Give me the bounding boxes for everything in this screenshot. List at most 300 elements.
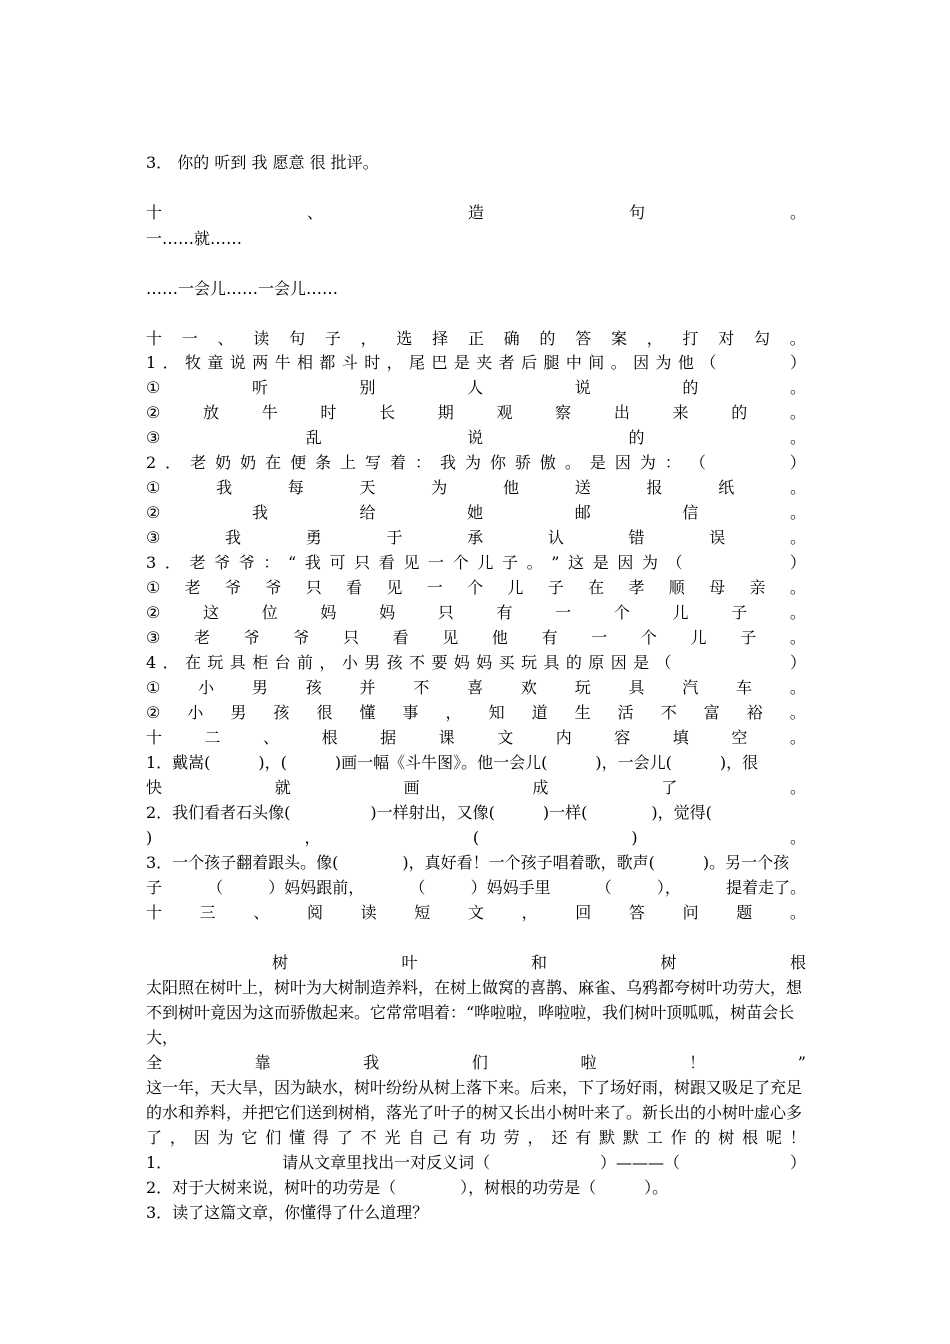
- text-token: 别: [359, 378, 376, 397]
- text-char: [745, 350, 761, 375]
- text-token: 一: [181, 329, 198, 348]
- text-token: 送: [574, 478, 591, 497]
- text-token: 信: [682, 503, 699, 522]
- text-token: 。: [789, 703, 806, 722]
- text-char: 台: [274, 653, 291, 672]
- s11-q3-option-3: [146, 625, 806, 650]
- text-char: 了: [146, 1128, 163, 1147]
- text-char: ．: [165, 453, 182, 472]
- text-token: ！: [689, 1053, 706, 1072]
- text-token: 玩: [574, 678, 591, 697]
- text-char: 尾: [409, 353, 426, 372]
- text-token: 勇: [305, 528, 322, 547]
- text-char: 男: [364, 653, 381, 672]
- text-char: ．: [164, 553, 181, 572]
- text-char: 在: [184, 653, 201, 672]
- text-char: 子: [501, 553, 518, 572]
- text-char: 买: [498, 653, 515, 672]
- text-token: 个: [467, 578, 484, 597]
- text-token: 认: [547, 528, 564, 547]
- text-token: 。: [789, 478, 806, 497]
- text-token: 喜: [467, 678, 484, 697]
- text-char: 为: [655, 353, 672, 372]
- text-token: 来: [672, 403, 689, 422]
- s11-q1-option-2: [146, 400, 806, 425]
- text-char: ：: [263, 553, 280, 572]
- text-char: 呢: [765, 1128, 782, 1147]
- text-char: 牛: [274, 353, 291, 372]
- text-char: 见: [403, 553, 420, 572]
- text-token: 不: [413, 678, 430, 697]
- text-char: [716, 550, 732, 575]
- text-token: 时: [320, 403, 337, 422]
- text-char: 爷: [214, 553, 231, 572]
- text-token: 。: [789, 378, 806, 397]
- text-token: 汽: [682, 678, 699, 697]
- text-char: 要: [431, 653, 448, 672]
- text-char: 是: [633, 653, 650, 672]
- text-token: 儿: [672, 603, 689, 622]
- text-char: 1: [146, 353, 157, 372]
- text-token: 根: [789, 953, 806, 972]
- text-char: 。: [526, 553, 543, 572]
- text-char: 童: [207, 353, 224, 372]
- text-token: 道: [531, 703, 548, 722]
- text-token: 知: [488, 703, 505, 722]
- text-char: 牧: [184, 353, 201, 372]
- text-token: 确: [503, 329, 520, 348]
- text-token: 长: [379, 403, 396, 422]
- text-token: 。: [789, 403, 806, 422]
- text-token: 阅: [306, 903, 323, 922]
- text-token: 靠: [254, 1053, 271, 1072]
- text-token: 每: [287, 478, 304, 497]
- text-token: 在: [588, 578, 605, 597]
- text-char: 树: [718, 1128, 735, 1147]
- text-token: 报: [646, 478, 663, 497]
- text-char: 们: [265, 1128, 282, 1147]
- s13-q2: 2．对于大树来说，树叶的功劳是（ ），树根的功劳是（ ）。: [146, 1178, 669, 1197]
- text-char: ）: [789, 453, 806, 472]
- passage-paragraph-1-end: [146, 1050, 806, 1075]
- text-token: 叶: [401, 953, 418, 972]
- text-token: 孩: [273, 703, 290, 722]
- text-char: ，: [319, 653, 336, 672]
- s13-q3: 3．读了这篇文章，你懂得了什么道理？: [146, 1203, 429, 1222]
- text-char: 因: [610, 653, 627, 672]
- text-token: 给: [359, 503, 376, 522]
- text-token: （: [595, 878, 612, 897]
- text-char: （: [689, 453, 706, 472]
- text-token: 。: [789, 528, 806, 547]
- text-char: [715, 450, 731, 475]
- text-token: 十: [146, 728, 163, 747]
- text-char: 的: [565, 653, 582, 672]
- s12-q2-line-2: [146, 825, 806, 850]
- text-char: 后: [521, 353, 538, 372]
- text-char: 个: [452, 553, 469, 572]
- text-token: 说: [574, 378, 591, 397]
- text-char: 工: [646, 1128, 663, 1147]
- text-char: ）: [789, 553, 806, 572]
- text-char: 上: [340, 453, 357, 472]
- text-token: 内: [555, 728, 572, 747]
- text-token: （: [207, 878, 224, 897]
- text-token: 十: [146, 329, 163, 348]
- text-char: ：: [664, 453, 681, 472]
- text-token: 男: [251, 678, 268, 697]
- text-char: [768, 650, 784, 675]
- s13-q1: [146, 1150, 806, 1175]
- text-token: 很: [316, 703, 333, 722]
- text-token: 懂: [359, 703, 376, 722]
- text-token: 。: [789, 778, 806, 797]
- text-token: 子: [547, 578, 564, 597]
- text-token: 1．: [146, 1153, 173, 1172]
- text-token: 答: [628, 903, 645, 922]
- text-token: 人: [467, 378, 484, 397]
- text-token: 孩: [305, 678, 322, 697]
- text-token: 爷: [265, 578, 282, 597]
- text-token: 一: [426, 578, 443, 597]
- text-char: 说: [229, 353, 246, 372]
- text-token: 填: [672, 728, 689, 747]
- text-char: “: [288, 553, 297, 572]
- section-10-heading: [146, 200, 806, 225]
- text-char: （: [655, 653, 672, 672]
- text-token: 题: [736, 903, 753, 922]
- s11-q2-option-3: [146, 525, 806, 550]
- text-char: 自: [408, 1128, 425, 1147]
- text-char: 只: [354, 553, 371, 572]
- text-token: 就: [274, 778, 291, 797]
- text-char: 。: [564, 453, 581, 472]
- text-char: 间: [588, 353, 605, 372]
- text-token: 的: [539, 329, 556, 348]
- text-token: 期: [437, 403, 454, 422]
- text-char: ”: [551, 553, 560, 572]
- text-token: 。: [789, 329, 806, 348]
- text-token: 看: [346, 578, 363, 597]
- text-char: [768, 350, 784, 375]
- text-token: 他: [503, 478, 520, 497]
- s11-q1: [146, 350, 806, 375]
- text-token: 儿: [507, 578, 524, 597]
- text-token: (: [472, 828, 480, 847]
- text-char: 为: [464, 453, 481, 472]
- text-token: 出: [613, 403, 630, 422]
- text-token: 为: [431, 478, 448, 497]
- text-token: 子: [324, 329, 341, 348]
- text-char: 傲: [539, 453, 556, 472]
- passage-paragraph-2: 这一年，天大旱，因为缺水，树叶纷纷从树上落下来。后来，下了场好雨，树跟又吸足了充足的水和养料，并把它们送到树梢，落光了叶子的树又长出小树叶来了。新长出的小树叶虚心多: [146, 1078, 803, 1122]
- text-token: 了: [661, 778, 678, 797]
- text-token: 、: [217, 329, 234, 348]
- text-token: 亲: [749, 578, 766, 597]
- text-token: 文: [467, 903, 484, 922]
- text-token: 只: [342, 628, 359, 647]
- text-token: ①: [146, 578, 161, 597]
- text-token: 天: [359, 478, 376, 497]
- text-char: 相: [297, 353, 314, 372]
- text-char: 他: [677, 353, 694, 372]
- text-token: 正: [467, 329, 484, 348]
- text-token: 纸: [718, 478, 735, 497]
- text-char: 功: [479, 1128, 496, 1147]
- text-token: 爷: [225, 578, 242, 597]
- passage-paragraph-1: 太阳照在树叶上，树叶为大树制造养料，在树上做窝的喜鹊、麻雀、乌鸦都夸树叶功劳大，想不到树叶竟因为这而骄傲起来。它常常唱着：“哗啦啦，哗啦啦，我们树叶顶呱呱，树苗会长大，: [146, 978, 803, 1047]
- text-token: ): [146, 828, 153, 847]
- text-token: 。: [789, 203, 806, 222]
- s11-q4-option-1: [146, 675, 806, 700]
- text-char: 小: [341, 653, 358, 672]
- s11-q2-option-2: [146, 500, 806, 525]
- text-token: 文: [497, 728, 514, 747]
- text-char: 为: [217, 1128, 234, 1147]
- text-char: 为: [641, 553, 658, 572]
- text-char: 还: [551, 1128, 568, 1147]
- text-char: （: [700, 353, 717, 372]
- text-char: [765, 450, 781, 475]
- text-char: （: [666, 553, 683, 572]
- text-char: ，: [386, 353, 403, 372]
- text-token: 顺: [668, 578, 685, 597]
- text-char: 两: [252, 353, 269, 372]
- text-token: 空: [731, 728, 748, 747]
- text-token: 察: [555, 403, 572, 422]
- text-token: 老: [184, 578, 201, 597]
- s11-q1-option-1: [146, 375, 806, 400]
- text-char: ，: [527, 1128, 544, 1147]
- text-token: 邮: [574, 503, 591, 522]
- text-token: 的: [731, 403, 748, 422]
- passage-title: [272, 950, 806, 975]
- text-token: 二: [204, 728, 221, 747]
- text-token: 爷: [243, 628, 260, 647]
- text-char: 看: [378, 553, 395, 572]
- text-char: ！: [789, 1128, 806, 1147]
- text-char: ．: [162, 353, 179, 372]
- text-char: 2: [146, 453, 157, 472]
- text-char: 因: [633, 353, 650, 372]
- text-token: 成: [532, 778, 549, 797]
- text-char: [740, 450, 756, 475]
- text-char: 有: [575, 1128, 592, 1147]
- text-char: ）: [789, 353, 806, 372]
- text-token: 我: [363, 1053, 380, 1072]
- text-token: ，: [445, 703, 462, 722]
- text-token: 裕: [746, 703, 763, 722]
- text-token: 提着走了。: [725, 878, 806, 897]
- text-token: 看: [392, 628, 409, 647]
- text-char: 默: [599, 1128, 616, 1147]
- text-token: ”: [797, 1053, 806, 1072]
- text-char: 是: [453, 353, 470, 372]
- text-token: 和: [530, 953, 547, 972]
- text-char: 条: [315, 453, 332, 472]
- text-char: ）: [789, 653, 806, 672]
- text-token: 的: [682, 378, 699, 397]
- text-char: 可: [329, 553, 346, 572]
- text-char: 斗: [341, 353, 358, 372]
- text-char: ．: [162, 653, 179, 672]
- text-char: 玩: [521, 653, 538, 672]
- text-char: 写: [365, 453, 382, 472]
- text-char: 具: [543, 653, 560, 672]
- section-11-heading: [146, 326, 806, 351]
- text-token: 于: [386, 528, 403, 547]
- text-token: 承: [467, 528, 484, 547]
- text-token: 十: [146, 203, 163, 222]
- text-char: 光: [384, 1128, 401, 1147]
- text-token: 。: [789, 728, 806, 747]
- text-token: 放: [203, 403, 220, 422]
- text-token: 、: [306, 203, 323, 222]
- text-char: 了: [336, 1128, 353, 1147]
- text-char: 有: [455, 1128, 472, 1147]
- text-char: 时: [364, 353, 381, 372]
- text-token: 妈: [379, 603, 396, 622]
- text-token: 他: [491, 628, 508, 647]
- text-token: （: [409, 878, 426, 897]
- text-token: 容: [614, 728, 631, 747]
- text-char: 中: [565, 353, 582, 372]
- text-char: ：: [415, 453, 432, 472]
- s10-sentence-1: 一……就……: [146, 229, 243, 248]
- text-token: 、: [263, 728, 280, 747]
- s11-q3: [146, 550, 806, 575]
- text-token: 错: [628, 528, 645, 547]
- text-token: 男: [230, 703, 247, 722]
- s12-q1-line-1: 1．戴嵩( )，( )画一幅《斗牛图》。他一会儿( )，一会儿( )，很: [146, 753, 759, 772]
- text-char: 这: [568, 553, 585, 572]
- text-token: 案: [610, 329, 627, 348]
- s11-q3-option-1: [146, 575, 806, 600]
- text-token: ，: [646, 329, 663, 348]
- text-token: 牛: [261, 403, 278, 422]
- text-token: 。: [789, 603, 806, 622]
- text-char: 便: [290, 453, 307, 472]
- text-token: 造: [467, 203, 484, 222]
- text-char: 因: [614, 453, 631, 472]
- text-token: ②: [146, 503, 161, 522]
- text-token: 快: [146, 778, 163, 797]
- text-char: 妈: [476, 653, 493, 672]
- text-char: 巴: [431, 353, 448, 372]
- text-token: 。: [789, 828, 806, 847]
- text-token: ），: [656, 878, 681, 897]
- text-token: 句: [289, 329, 306, 348]
- text-char: 柜: [252, 653, 269, 672]
- text-char: ，: [169, 1128, 186, 1147]
- text-token: ③: [146, 428, 161, 447]
- text-token: 对: [718, 329, 735, 348]
- text-char: 因: [193, 1128, 210, 1147]
- text-char: 我: [439, 453, 456, 472]
- text-char: 老: [190, 453, 207, 472]
- text-token: 乱: [305, 428, 322, 447]
- text-token: ，: [360, 329, 377, 348]
- section-12-heading: [146, 725, 806, 750]
- text-token: 小: [198, 678, 215, 697]
- text-char: 它: [241, 1128, 258, 1147]
- s12-q3-line-2: [146, 875, 806, 900]
- s11-q4: [146, 650, 806, 675]
- text-token: 这: [203, 603, 220, 622]
- text-token: 我: [225, 528, 242, 547]
- text-char: 得: [312, 1128, 329, 1147]
- text-token: 只: [437, 603, 454, 622]
- text-token: 我: [251, 503, 268, 522]
- text-char: 不: [360, 1128, 377, 1147]
- text-char: 4: [146, 653, 157, 672]
- text-token: 妈: [320, 603, 337, 622]
- text-char: 是: [592, 553, 609, 572]
- text-token: 见: [442, 628, 459, 647]
- q9-item-3: 3． 你的 听到 我 愿意 很 批评。: [146, 153, 379, 172]
- s11-q3-option-2: [146, 600, 806, 625]
- text-char: [691, 550, 707, 575]
- text-token: 并: [359, 678, 376, 697]
- text-char: [745, 650, 761, 675]
- text-token: ，: [304, 828, 321, 847]
- text-token: 一: [591, 628, 608, 647]
- text-char: 我: [304, 553, 321, 572]
- text-char: 因: [617, 553, 634, 572]
- text-token: 见: [386, 578, 403, 597]
- s11-q4-option-2: [146, 700, 806, 725]
- text-char: 不: [409, 653, 426, 672]
- text-char: 爷: [238, 553, 255, 572]
- passage-paragraph-2-end: [146, 1125, 806, 1150]
- text-char: 者: [498, 353, 515, 372]
- text-token: ③: [146, 528, 161, 547]
- text-token: 儿: [690, 628, 707, 647]
- text-token: 啦: [580, 1053, 597, 1072]
- text-token: 只: [305, 578, 322, 597]
- text-token: 她: [467, 503, 484, 522]
- s11-q2: [146, 450, 806, 475]
- text-token: 。: [789, 678, 806, 697]
- text-token: ）妈妈跟前，: [268, 878, 365, 897]
- text-char: 劳: [503, 1128, 520, 1147]
- text-char: 腿: [543, 353, 560, 372]
- text-token: 树: [272, 953, 289, 972]
- text-char: [678, 650, 694, 675]
- text-token: 句: [628, 203, 645, 222]
- text-token: 选: [396, 329, 413, 348]
- text-char: 一: [428, 553, 445, 572]
- text-char: 具: [229, 653, 246, 672]
- text-token: 子: [731, 603, 748, 622]
- text-token: ）———（: [600, 1153, 681, 1172]
- text-token: 们: [471, 1053, 488, 1072]
- text-char: 玩: [207, 653, 224, 672]
- text-token: 活: [617, 703, 634, 722]
- text-token: 我: [216, 478, 233, 497]
- text-char: [741, 550, 757, 575]
- text-char: 老: [189, 553, 206, 572]
- text-token: 、: [253, 903, 270, 922]
- text-char: 3: [146, 553, 157, 572]
- text-token: 短: [414, 903, 431, 922]
- text-char: 在: [265, 453, 282, 472]
- text-token: 一: [555, 603, 572, 622]
- text-char: 夹: [476, 353, 493, 372]
- text-token: 的: [628, 428, 645, 447]
- text-token: 欢: [520, 678, 537, 697]
- text-token: 车: [736, 678, 753, 697]
